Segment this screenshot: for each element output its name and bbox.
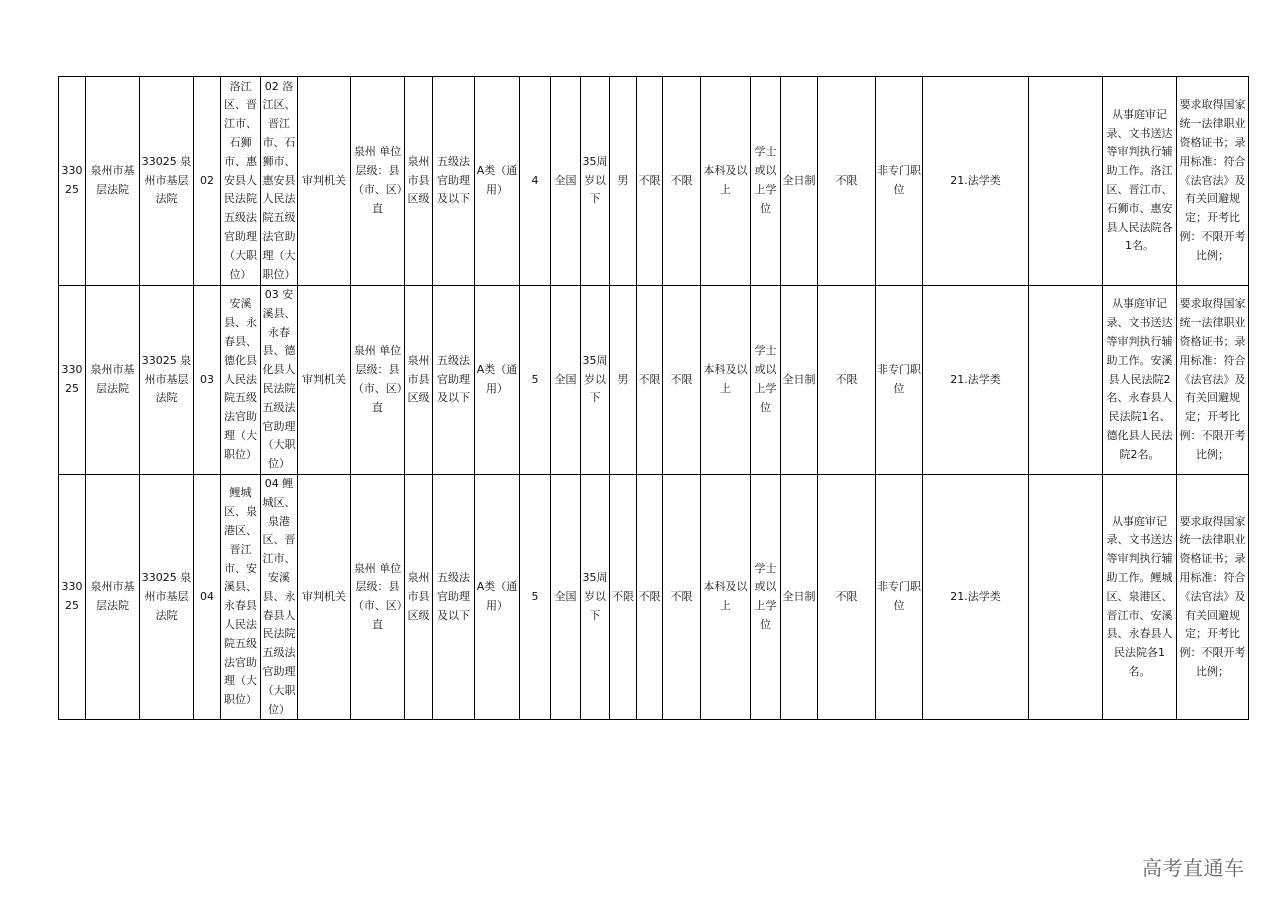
exam-category-cell: A类（通用） — [475, 475, 520, 720]
experience-cell: 不限 — [818, 475, 876, 720]
unit-level-cell: 泉州 单位层级：县（市、区）直 — [351, 286, 405, 475]
note-cell: 从事庭审记录、文书送达等审判执行辅助工作。安溪县人民法院2名、永春县人民法院1名、德化县人民法院2名。 — [1103, 286, 1177, 475]
age-cell: 35周岁以下 — [581, 286, 610, 475]
degree-cell: 学士或以上学位 — [751, 77, 781, 286]
unit-code-cell: 33025 — [59, 286, 86, 475]
note-cell: 从事庭审记录、文书送达等审判执行辅助工作。鲤城区、泉港区、晋江市、安溪县、永春县人民法院各1名。 — [1103, 475, 1177, 720]
org-type-cell: 审判机关 — [298, 77, 351, 286]
other-cell — [1029, 77, 1103, 286]
unit-code-name-cell: 33025 泉州市基层法院 — [140, 475, 194, 720]
age-cell: 35周岁以下 — [581, 475, 610, 720]
scope-cell: 全国 — [551, 475, 581, 720]
remark-cell: 要求取得国家统一法律职业资格证书；录用标准：符合《法官法》及有关回避规定；开考比例：不限开考比例； — [1177, 475, 1249, 720]
unit-name-cell: 泉州市基层法院 — [86, 475, 140, 720]
recruit-count-cell: 5 — [520, 475, 551, 720]
remark-cell: 要求取得国家统一法律职业资格证书；录用标准：符合《法官法》及有关回避规定；开考比例：不限开考比例； — [1177, 77, 1249, 286]
experience-cell: 不限 — [818, 286, 876, 475]
post-number-cell: 03 — [194, 286, 221, 475]
specialty-cell: 非专门职位 — [876, 77, 923, 286]
unit-code-name-cell: 33025 泉州市基层法院 — [140, 286, 194, 475]
degree-cell: 学士或以上学位 — [751, 475, 781, 720]
post-full-name-cell: 04 鲤城区、泉港区、晋江市、安溪县、永春县人民法院五级法官助理（大职位） — [261, 475, 298, 720]
recruit-count-cell: 5 — [520, 286, 551, 475]
gender-cell: 男 — [610, 77, 637, 286]
scope-cell: 全国 — [551, 286, 581, 475]
unit-code-name-cell: 33025 泉州市基层法院 — [140, 77, 194, 286]
rank-cell: 五级法官助理及以下 — [433, 77, 475, 286]
region-cell: 泉州市县区级 — [405, 475, 433, 720]
region-cell: 泉州市县区级 — [405, 77, 433, 286]
education-cell: 本科及以上 — [701, 286, 751, 475]
gender-cell: 男 — [610, 286, 637, 475]
post-full-name-cell: 02 洛江区、晋江市、石狮市、惠安县人民法院五级法官助理（大职位） — [261, 77, 298, 286]
post-number-cell: 02 — [194, 77, 221, 286]
major-cell: 21.法学类 — [923, 475, 1029, 720]
remark-cell: 要求取得国家统一法律职业资格证书；录用标准：符合《法官法》及有关回避规定；开考比例：不限开考比例； — [1177, 286, 1249, 475]
post-full-name-cell: 03 安溪县、永春县、德化县人民法院五级法官助理（大职位） — [261, 286, 298, 475]
ethnicity-cell: 不限 — [637, 475, 663, 720]
recruitment-table — [58, 76, 1249, 720]
gender-cell: 不限 — [610, 475, 637, 720]
experience-cell: 不限 — [818, 77, 876, 286]
ethnicity-cell: 不限 — [637, 77, 663, 286]
education-cell: 本科及以上 — [701, 475, 751, 720]
major-cell: 21.法学类 — [923, 77, 1029, 286]
age-cell: 35周岁以下 — [581, 77, 610, 286]
unit-name-cell: 泉州市基层法院 — [86, 77, 140, 286]
unit-code-cell: 33025 — [59, 475, 86, 720]
table-row — [59, 77, 1249, 286]
degree-cell: 学士或以上学位 — [751, 286, 781, 475]
post-number-cell: 04 — [194, 475, 221, 720]
politics-cell: 不限 — [663, 286, 701, 475]
education-cell: 本科及以上 — [701, 77, 751, 286]
rank-cell: 五级法官助理及以下 — [433, 475, 475, 720]
study-mode-cell: 全日制 — [781, 77, 818, 286]
org-type-cell: 审判机关 — [298, 475, 351, 720]
ethnicity-cell: 不限 — [637, 286, 663, 475]
org-type-cell: 审判机关 — [298, 286, 351, 475]
exam-category-cell: A类（通用） — [475, 286, 520, 475]
recruit-count-cell: 4 — [520, 77, 551, 286]
table-row — [59, 286, 1249, 475]
note-cell: 从事庭审记录、文书送达等审判执行辅助工作。洛江区、晋江市、石狮市、惠安县人民法院各1名。 — [1103, 77, 1177, 286]
unit-name-cell: 泉州市基层法院 — [86, 286, 140, 475]
rank-cell: 五级法官助理及以下 — [433, 286, 475, 475]
study-mode-cell: 全日制 — [781, 475, 818, 720]
major-cell: 21.法学类 — [923, 286, 1029, 475]
unit-level-cell: 泉州 单位层级：县（市、区）直 — [351, 475, 405, 720]
post-name-cell: 安溪县、永春县、德化县人民法院五级法官助理（大职位） — [221, 286, 261, 475]
politics-cell: 不限 — [663, 475, 701, 720]
specialty-cell: 非专门职位 — [876, 475, 923, 720]
post-name-cell: 洛江区、晋江市、石狮市、惠安县人民法院五级法官助理（大职位） — [221, 77, 261, 286]
watermark-text: 高考直通车 — [1142, 856, 1245, 880]
study-mode-cell: 全日制 — [781, 286, 818, 475]
specialty-cell: 非专门职位 — [876, 286, 923, 475]
scope-cell: 全国 — [551, 77, 581, 286]
exam-category-cell: A类（通用） — [475, 77, 520, 286]
unit-level-cell: 泉州 单位层级：县（市、区）直 — [351, 77, 405, 286]
politics-cell: 不限 — [663, 77, 701, 286]
other-cell — [1029, 475, 1103, 720]
unit-code-cell: 33025 — [59, 77, 86, 286]
region-cell: 泉州市县区级 — [405, 286, 433, 475]
other-cell — [1029, 286, 1103, 475]
table-row — [59, 475, 1249, 720]
post-name-cell: 鲤城区、泉港区、晋江市、安溪县、永春县人民法院五级法官助理（大职位） — [221, 475, 261, 720]
